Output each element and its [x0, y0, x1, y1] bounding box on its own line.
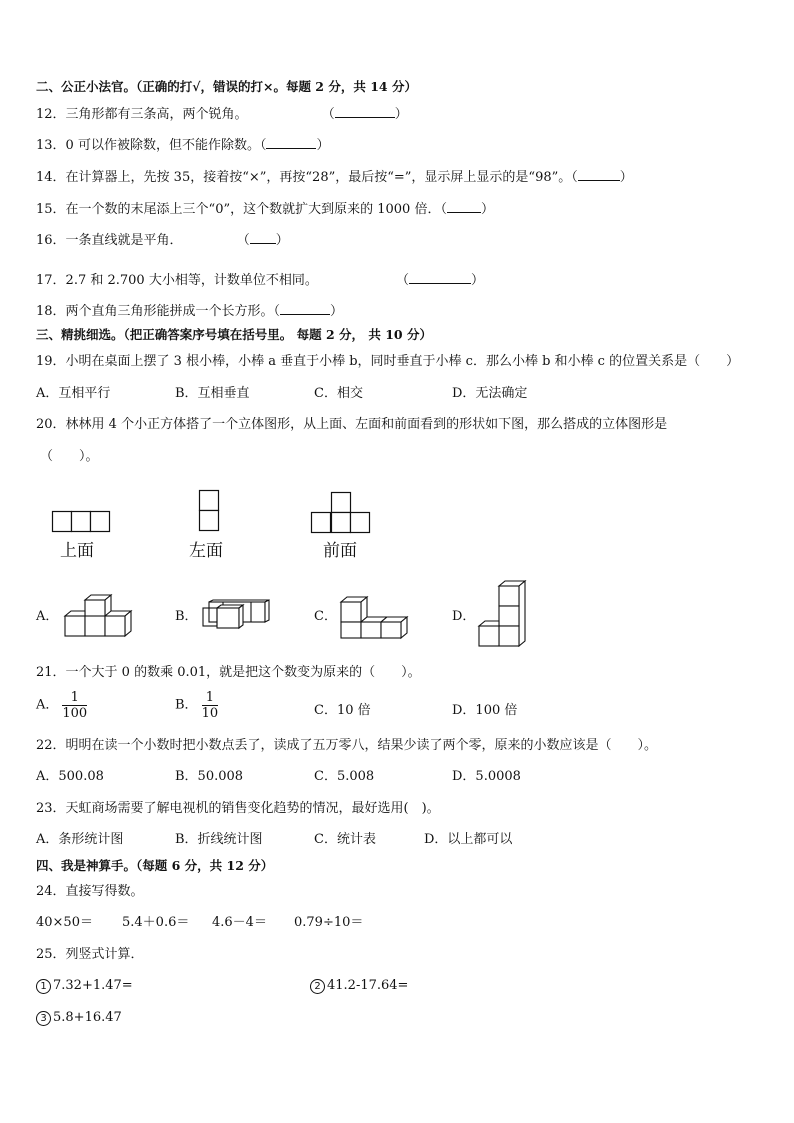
- q21-option-b[interactable]: [175, 690, 218, 721]
- q24-item-3: 4.6－4＝: [212, 915, 267, 930]
- question-19: 19．小明在桌面上摆了 3 根小棒，小棒 a 垂直于小棒 b，同时垂直于小棒 c．那么小棒 b 和小棒 c 的位置关系是（ ）: [36, 354, 740, 369]
- q24-item-1: 40×50＝: [36, 915, 93, 930]
- q21-option-a-fraction: $\frac{1}{100}$: [62, 690, 88, 721]
- answer-blank-15[interactable]: [447, 200, 481, 213]
- left-view-figure: [199, 490, 221, 532]
- circled-number-2: 2: [310, 979, 325, 994]
- section-4-title: 四、我是神算手。（每题 6 分，共 12 分）: [36, 858, 274, 873]
- q25-item-2: [310, 978, 408, 994]
- q20-option-c-figure[interactable]: [341, 596, 409, 640]
- answer-blank-18[interactable]: [280, 302, 330, 315]
- q22-option-c[interactable]: C．5.008: [314, 769, 375, 784]
- question-16: [36, 231, 289, 249]
- question-15: 15．在一个数的末尾添上三个“0”，这个数就扩大到原来的 1000 倍．（ ）: [36, 202, 494, 217]
- q20-option-b-figure[interactable]: [203, 600, 273, 630]
- q20-option-a-figure[interactable]: [65, 594, 133, 638]
- q25-item-3-expr: 5.8+16.47: [53, 1010, 122, 1025]
- left-view-label: 左面: [189, 541, 223, 561]
- question-20-line1: 20．林林用 4 个小正方体搭了一个立体图形，从上面、左面和前面看到的形状如下图，那么搭成的立体图形是: [36, 417, 668, 432]
- question-25: 25．列竖式计算．: [36, 947, 144, 962]
- q25-item-3: [36, 1010, 122, 1026]
- q21-option-a[interactable]: [36, 690, 87, 721]
- answer-blank-17[interactable]: （ ）: [395, 273, 485, 288]
- q21-option-a-prefix: A．: [36, 697, 59, 713]
- question-17: [36, 271, 484, 289]
- q19-option-c[interactable]: C．相交: [314, 386, 363, 401]
- question-18: 18．两个直角三角形能拼成一个长方形。（ ）: [36, 304, 344, 319]
- question-18-text: 18．两个直角三角形能拼成一个长方形。（: [36, 304, 281, 319]
- answer-blank-12[interactable]: （ ）: [321, 107, 408, 122]
- circled-number-1: 1: [36, 979, 51, 994]
- q20-option-d-figure[interactable]: [479, 580, 527, 646]
- question-16-text: 16．一条直线就是平角．: [36, 233, 183, 248]
- q21-option-b-prefix: B．: [175, 697, 198, 713]
- q23-option-c[interactable]: C．统计表: [314, 832, 376, 847]
- question-12: [36, 105, 408, 123]
- question-14-text: 14．在计算器上，先按 35，接着按“×”，再按“28”，最后按“=”，显示屏上显示的是“98”。（: [36, 170, 578, 185]
- answer-blank-14[interactable]: [578, 168, 620, 181]
- q19-option-d[interactable]: D．无法确定: [452, 386, 528, 401]
- circled-number-3: 3: [36, 1011, 51, 1026]
- q25-item-1: [36, 978, 133, 994]
- question-14: 14．在计算器上，先按 35，接着按“×”，再按“28”，最后按“=”，显示屏上显示的是“98”。（ ）: [36, 170, 633, 185]
- q19-option-a[interactable]: A．互相平行: [36, 386, 111, 401]
- question-23: 23．天虹商场需要了解电视机的销售变化趋势的情况，最好选用( )。: [36, 801, 440, 816]
- q22-option-a[interactable]: A．500.08: [36, 769, 104, 784]
- q24-item-2: 5.4＋0.6＝: [122, 915, 190, 930]
- section-3-title: 三、精挑细选。（把正确答案序号填在括号里。 每题 2 分， 共 10 分）: [36, 327, 432, 342]
- q23-option-d[interactable]: D．以上都可以: [424, 832, 513, 847]
- question-17-text: 17．2.7 和 2.700 大小相等，计数单位不相同。: [36, 273, 318, 288]
- question-15-text: 15．在一个数的末尾添上三个“0”，这个数就扩大到原来的 1000 倍．（: [36, 202, 447, 217]
- q21-option-c[interactable]: C．10 倍: [314, 703, 371, 718]
- answer-blank-16[interactable]: （ ）: [236, 233, 289, 248]
- top-view-label: 上面: [60, 541, 94, 561]
- q23-option-b[interactable]: B．折线统计图: [175, 832, 263, 847]
- q24-item-4: 0.79÷10＝: [294, 915, 364, 930]
- q21-option-b-fraction: $\frac{1}{10}$: [201, 690, 219, 721]
- front-view-label: 前面: [323, 541, 357, 561]
- q22-option-d[interactable]: D．5.0008: [452, 769, 521, 784]
- section-2-title: 二、公正小法官。（正确的打√，错误的打×。每题 2 分，共 14 分）: [36, 79, 417, 94]
- q20-option-a[interactable]: A．: [36, 609, 59, 624]
- question-21: 21．一个大于 0 的数乘 0.01，就是把这个数变为原来的（ ）。: [36, 665, 421, 680]
- question-13: 13．0 可以作被除数，但不能作除数。（ ）: [36, 138, 330, 153]
- q20-option-c[interactable]: C．: [314, 609, 337, 624]
- question-12-text: 12．三角形都有三条高，两个锐角。: [36, 107, 248, 122]
- front-view-figure: [311, 492, 373, 534]
- question-20-line2: （ ）。: [40, 449, 99, 464]
- q19-option-b[interactable]: B．互相垂直: [175, 386, 250, 401]
- q22-option-b[interactable]: B．50.008: [175, 769, 244, 784]
- q23-option-a[interactable]: A．条形统计图: [36, 832, 124, 847]
- q25-item-2-expr: 41.2-17.64=: [327, 978, 409, 993]
- q21-option-d[interactable]: D．100 倍: [452, 703, 518, 718]
- top-view-figure: [52, 511, 112, 533]
- question-22: 22．明明在读一个小数时把小数点丢了，读成了五万零八，结果少读了两个零，原来的小数应该是（ ）。: [36, 738, 658, 753]
- question-13-text: 13．0 可以作被除数，但不能作除数。（: [36, 138, 267, 153]
- answer-blank-13[interactable]: [266, 136, 316, 149]
- q25-item-1-expr: 7.32+1.47=: [53, 978, 133, 993]
- question-24: 24．直接写得数。: [36, 884, 144, 899]
- q20-option-d[interactable]: D．: [452, 609, 476, 624]
- q20-option-b[interactable]: B．: [175, 609, 198, 624]
